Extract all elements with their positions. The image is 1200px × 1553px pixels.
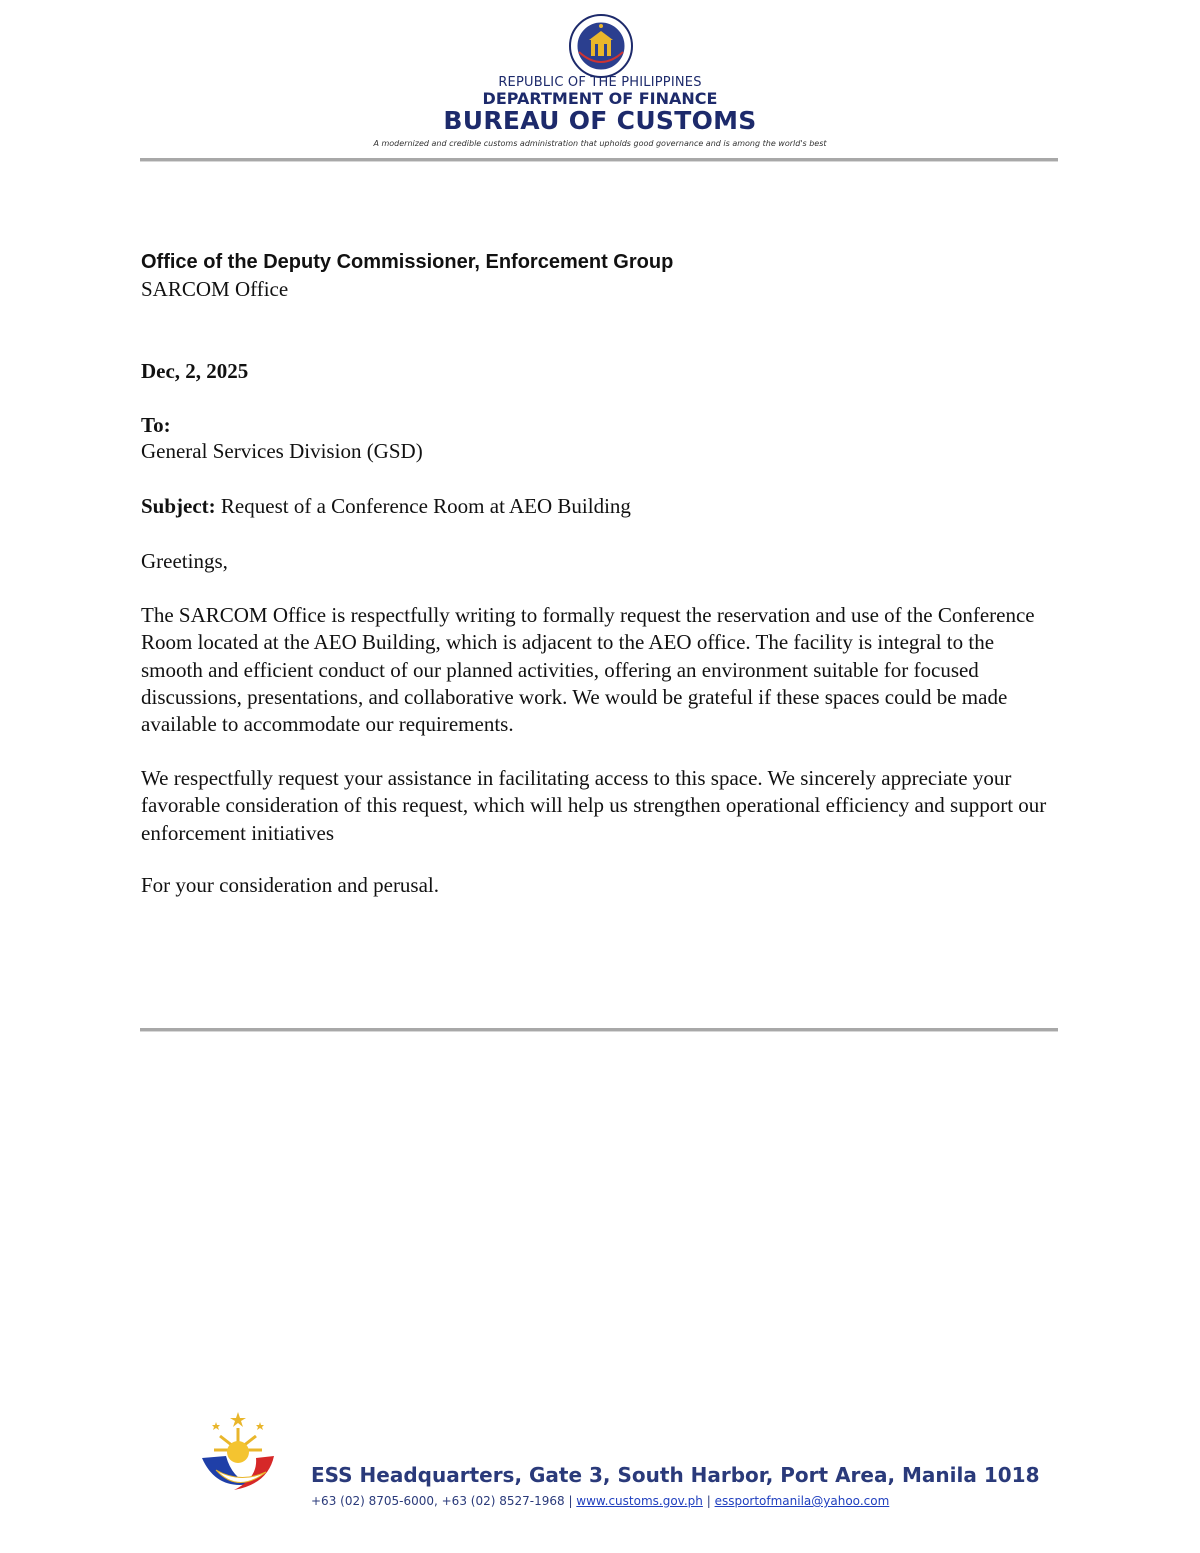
letter-date: Dec, 2, 2025 — [141, 359, 249, 383]
bagong-pilipinas-logo — [176, 1398, 300, 1520]
bureau-seal-logo — [569, 14, 633, 78]
website-link[interactable]: www.customs.gov.ph — [576, 1494, 703, 1508]
office-subtitle: SARCOM Office — [141, 277, 289, 301]
greeting: Greetings, — [141, 549, 228, 573]
body-paragraph-2: We respectfully request your assistance in facilitating access to this space. We sincerely appreciate your favorable consideration of this request, which will help us strengthen operational efficiency and support our enforcement initiatives — [141, 766, 1047, 845]
recipient-label: To: — [141, 413, 171, 437]
header-divider — [140, 158, 1058, 162]
office-title: Office of the Deputy Commissioner, Enforcement Group — [141, 251, 674, 273]
header-tagline: A modernized and credible customs administration that upholds good governance and is among the world's best — [373, 139, 827, 148]
subject-value: Request of a Conference Room at AEO Building — [215, 494, 631, 518]
recipient-value: General Services Division (GSD) — [141, 439, 423, 463]
header-republic: REPUBLIC OF THE PHILIPPINES — [498, 75, 702, 90]
closing-line: For your consideration and perusal. — [141, 873, 440, 897]
email-link[interactable]: essportofmanila@yahoo.com — [714, 1494, 890, 1508]
body-paragraph-1: The SARCOM Office is respectfully writing to formally request the reservation and use of the Conference Room located at the AEO Building, which is adjacent to the AEO office. The facility is integral to the smooth and efficient conduct of our planned activities, offering an environment suitable for focused discussions, presentations, and collaborative work. We would be grateful if these spaces could be made available to accommodate our requirements. — [141, 603, 1035, 737]
footer-address: ESS Headquarters, Gate 3, South Harbor, Port Area, Manila 1018 — [311, 1463, 1040, 1487]
header-bureau: BUREAU OF CUSTOMS — [443, 106, 757, 135]
body-divider — [140, 1028, 1058, 1032]
footer-separator: | — [702, 1494, 715, 1508]
subject-line — [141, 494, 631, 519]
header-department: DEPARTMENT OF FINANCE — [482, 89, 718, 108]
footer-phones: +63 (02) 8705-6000, +63 (02) 8527-1968 — [311, 1494, 565, 1508]
footer-contact — [311, 1494, 889, 1508]
footer-separator: | — [564, 1494, 577, 1508]
subject-label: Subject: — [141, 494, 216, 518]
